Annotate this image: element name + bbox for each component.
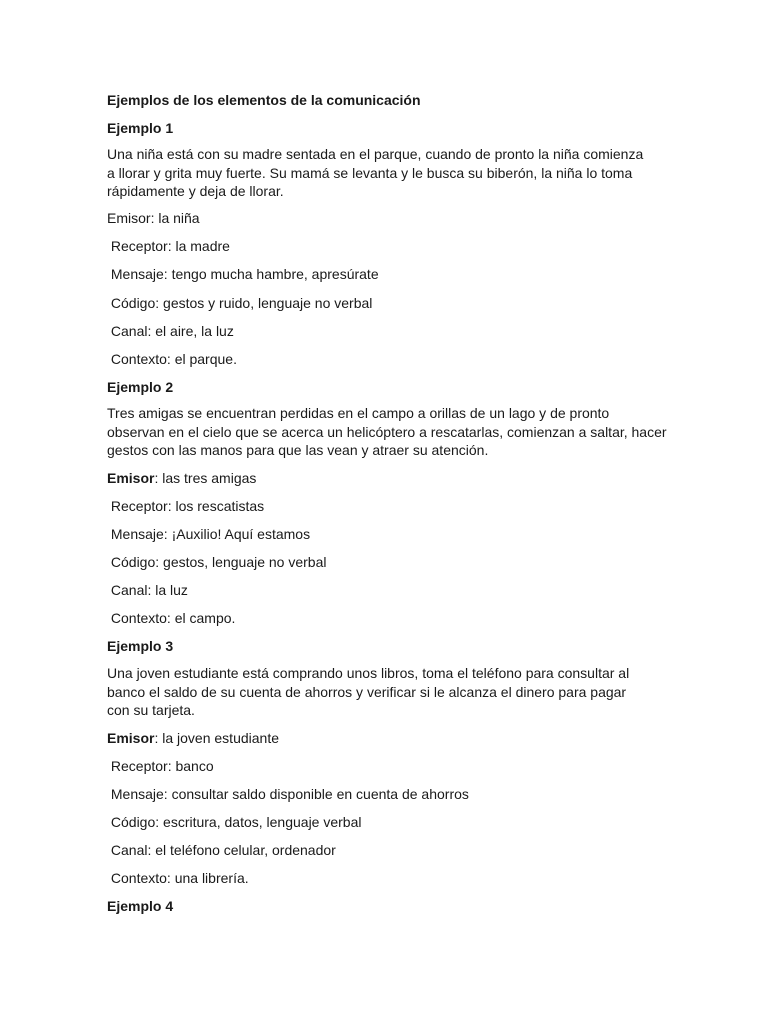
example-1-codigo: Código: gestos y ruido, lenguaje no verbal [107,295,373,311]
document-title: Ejemplos de los elementos de la comunicación [107,92,421,108]
example-4-heading: Ejemplo 4 [107,898,174,914]
emisor-label: Emisor [107,210,151,226]
example-1-paragraph: Una niña está con su madre sentada en el parque, cuando de pronto la niña comienza a llorar y grita muy fuerte. Su mamá se levanta y le busca su biberón, la niña lo toma rápidamente y deja de llorar. [107,146,644,199]
example-1-heading: Ejemplo 1 [107,120,174,136]
emisor-label: Emisor [107,730,155,746]
example-2-paragraph: Tres amigas se encuentran perdidas en el campo a orillas de un lago y de pronto observan en el cielo que se acerca un helicóptero a rescatarlas, comienzan a saltar, hacer gestos con las manos para que las vean y atraer su atención. [107,405,667,458]
example-1-contexto: Contexto: el parque. [107,351,237,367]
example-2-canal: Canal: la luz [107,582,188,598]
emisor-label: Emisor [107,470,155,486]
example-1-canal: Canal: el aire, la luz [107,323,234,339]
example-3-mensaje: Mensaje: consultar saldo disponible en cuenta de ahorros [107,786,469,802]
example-1-mensaje: Mensaje: tengo mucha hambre, apresúrate [107,266,379,282]
example-2-emisor [107,468,256,488]
example-1-emisor [107,208,200,228]
example-3-contexto: Contexto: una librería. [107,870,249,886]
emisor-value: : la joven estudiante [154,730,279,746]
example-1-receptor: Receptor: la madre [107,238,230,254]
example-3-heading: Ejemplo 3 [107,638,174,654]
example-2-receptor: Receptor: los rescatistas [107,498,265,514]
example-2-mensaje: Mensaje: ¡Auxilio! Aquí estamos [107,526,311,542]
example-3-canal: Canal: el teléfono celular, ordenador [107,842,336,858]
emisor-value: : la niña [150,210,200,226]
example-3-emisor [107,728,279,748]
emisor-value: : las tres amigas [154,470,257,486]
example-3-receptor: Receptor: banco [107,758,214,774]
example-2-codigo: Código: gestos, lenguaje no verbal [107,554,327,570]
example-3-paragraph: Una joven estudiante está comprando unos libros, toma el teléfono para consultar al banco el saldo de su cuenta de ahorros y verificar si le alcanza el dinero para pagar con su tarjeta. [107,665,630,718]
example-2-contexto: Contexto: el campo. [107,610,236,626]
example-3-codigo: Código: escritura, datos, lenguaje verbal [107,814,362,830]
example-2-heading: Ejemplo 2 [107,379,174,395]
